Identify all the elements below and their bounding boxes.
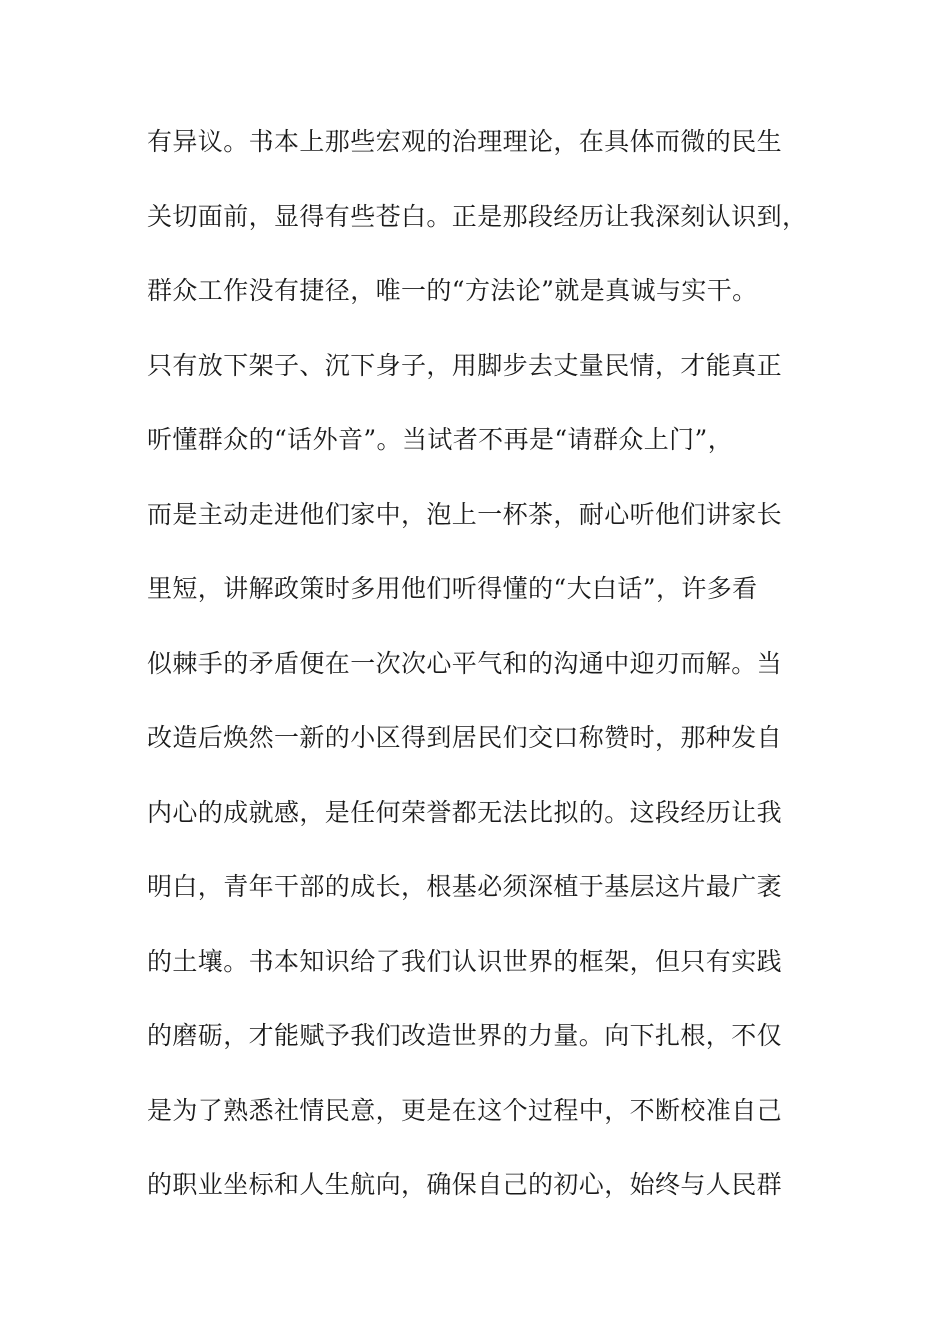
text-line: 只有放下架子、沉下身子，用脚步去丈量民情，才能真正 [147,350,783,380]
text-line: 的磨砺，才能赋予我们改造世界的力量。向下扎根，不仅 [147,1021,783,1050]
text-line: 里短，讲解政策时多用他们听得懂的“大白话”，许多看 [147,574,758,603]
text-line: 明白，青年干部的成长，根基必须深植于基层这片最广袤 [147,872,783,901]
text-line: 似棘手的矛盾便在一次次心平气和的沟通中迎刃而解。当 [147,648,783,678]
text-line: 有异议。书本上那些宏观的治理理论，在具体而微的民生 [147,127,783,156]
text-line: 是为了熟悉社情民意，更是在这个过程中，不断校准自己 [147,1095,783,1125]
text-line: 群众工作没有捷径，唯一的“方法论”就是真诚与实干。 [147,276,758,305]
text-line: 的职业坐标和人生航向，确保自己的初心，始终与人民群 [147,1170,783,1199]
text-line: 内心的成就感，是任何荣誉都无法比拟的。这段经历让我 [147,797,783,827]
text-line: 而是主动走进他们家中，泡上一杯茶，耐心听他们讲家长 [147,499,783,529]
text-line: 听懂群众的“话外音”。当试者不再是“请群众上门”， [147,425,734,454]
text-line: 关切面前，显得有些苍白。正是那段经历让我深刻认识到， [147,201,808,231]
text-line: 的土壤。书本知识给了我们认识世界的框架，但只有实践 [147,946,783,976]
text-line: 改造后焕然一新的小区得到居民们交口称赞时，那种发自 [147,723,783,752]
body-text [147,122,807,1240]
